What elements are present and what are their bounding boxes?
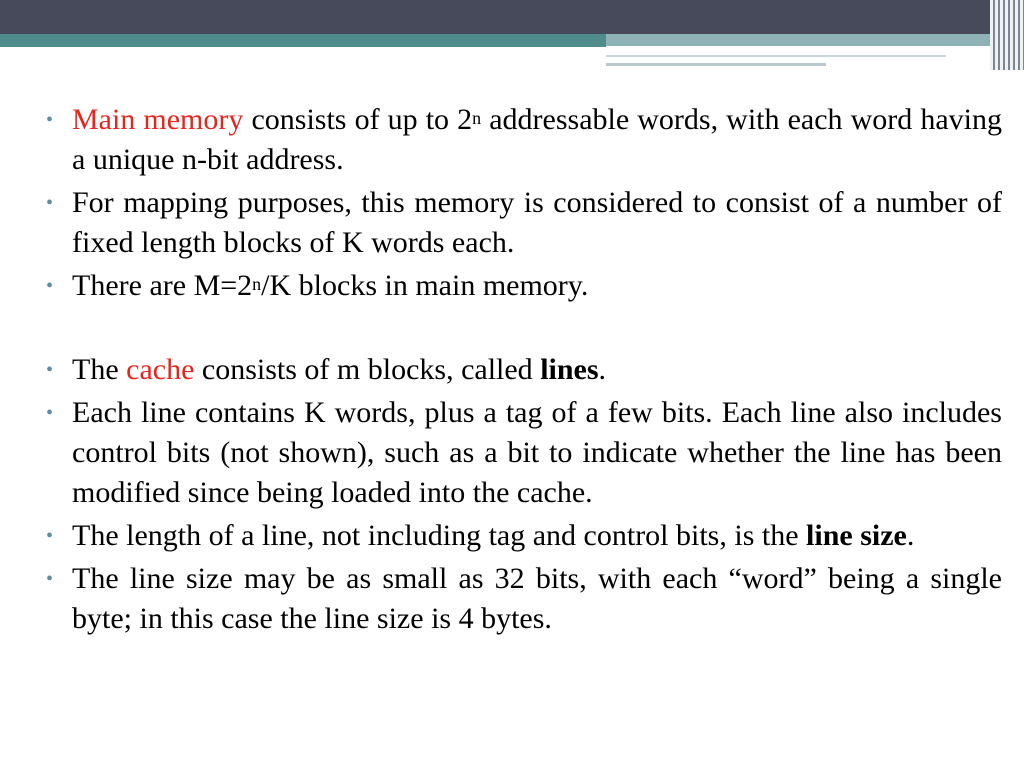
header-accent-stripe [0,34,606,47]
bullet-cache [44,350,1002,390]
bullet-dot-icon: • [46,525,54,547]
bullet-dot-icon: • [46,402,54,424]
header-rule [606,55,946,57]
term-lines: lines [540,353,599,386]
bullet-list [44,100,1002,639]
bullet-text: The line size may be as small as 32 bits, with each “word” being a single byte; in this case the line size is 4 bytes. [72,562,1002,635]
bullet-dot-icon: • [46,359,54,381]
bullet-line-size [44,516,1002,556]
bullet-text: consists of up to 2 [243,103,473,136]
slide-body [44,100,1002,642]
bullet-blocks [44,266,1002,306]
term-cache: cache [126,353,195,386]
bullet-main-memory [44,100,1002,180]
bullet-text: . [598,353,607,386]
header-rule-secondary [606,63,826,66]
header-bar [0,0,990,34]
bullet-text: For mapping purposes, this memory is considered to consist of a number of fixed length blocks of K words each. [72,186,1002,259]
bullet-text: The length of a line, not including tag and control bits, is the [72,519,807,552]
bullet-text: addressable words, with each word having a unique n-bit address. [72,103,1002,176]
bullet-text: consists of m blocks, called [194,353,541,386]
bullet-text: There are M=2 [72,269,253,302]
term-main-memory: Main memory [72,103,244,136]
header-accent-stripe-light [606,34,990,46]
bullet-text: . [906,519,915,552]
term-line-size: line size [806,519,907,552]
bullet-dot-icon: • [46,275,54,297]
superscript-n: n [472,108,482,128]
superscript-n: n [252,274,262,294]
bullet-text: Each line contains K words, plus a tag of a few bits. Each line also includes control bits (not shown), such as a bit to indicate whether the line has been modified since being loaded into the cache. [72,396,1002,509]
corner-decoration [990,0,1024,70]
bullet-text: The [72,353,127,386]
bullet-line-size-example [44,559,1002,639]
bullet-dot-icon: • [46,192,54,214]
bullet-dot-icon: • [46,568,54,590]
bullet-mapping [44,183,1002,263]
bullet-dot-icon: • [46,109,54,131]
bullet-line-contents [44,393,1002,513]
bullet-text: /K blocks in main memory. [261,269,589,302]
